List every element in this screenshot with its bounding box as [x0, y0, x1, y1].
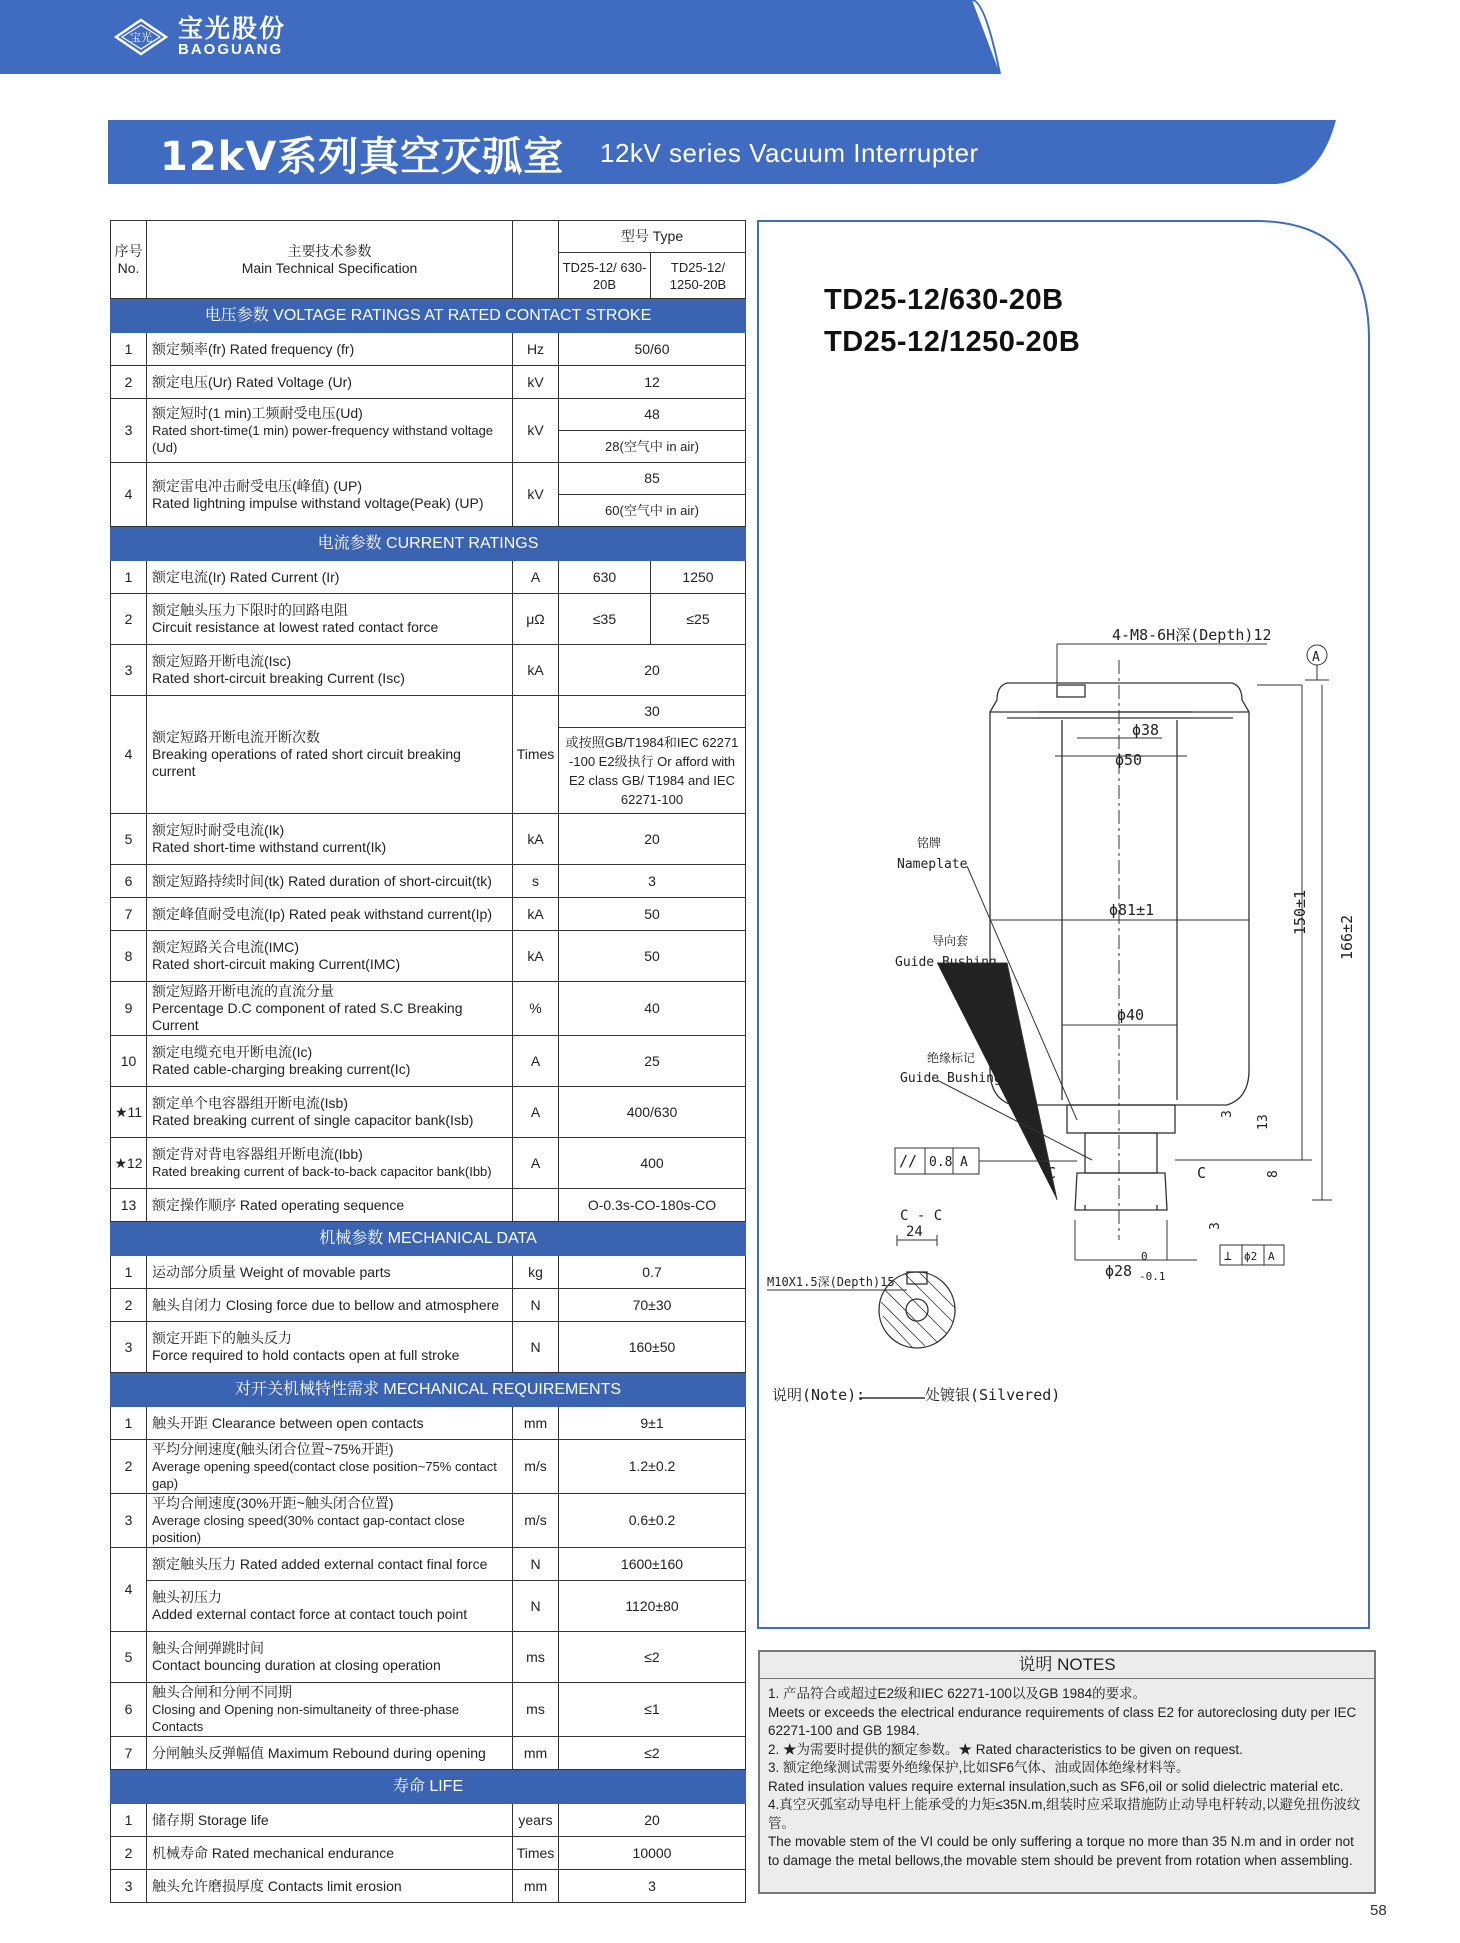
table-cell: kV [513, 399, 559, 463]
table-cell: μΩ [513, 594, 559, 645]
section-requirements: 对开关机械特性需求 MECHANICAL REQUIREMENTS [111, 1373, 746, 1407]
table-cell: 2 [111, 1440, 147, 1494]
table-row [111, 898, 746, 931]
table-cell: 额定背对背电容器组开断电流(Ibb) Rated breaking current of back-to-back capacitor bank(Ibb) [147, 1138, 513, 1189]
table-cell: 触头自闭力 Closing force due to bellow and atmosphere [147, 1289, 513, 1322]
table-cell: 30 [559, 696, 746, 728]
table-cell: 2 [111, 594, 147, 645]
table-cell: m/s [513, 1494, 559, 1548]
table-row [111, 1256, 746, 1289]
dim-h3a: 3 [1220, 1110, 1235, 1118]
table-cell: 额定触头压力 Rated added external contact final force [147, 1548, 513, 1581]
nameplate-en: Nameplate [897, 857, 968, 872]
table-cell: 2 [111, 1289, 147, 1322]
table-cell: 3 [559, 1870, 746, 1903]
guide1-en: Guide Bushing [895, 955, 997, 970]
dim-h166: 166±2 [1338, 914, 1356, 960]
table-cell [513, 1189, 559, 1222]
table-cell: 1 [111, 1804, 147, 1837]
table-row [111, 594, 746, 645]
thread-top-label: 4-M8-6H深(Depth)12 [1112, 626, 1272, 644]
table-row [111, 865, 746, 898]
table-row [111, 366, 746, 399]
table-cell: 7 [111, 898, 147, 931]
dim-d38: ϕ38 [1132, 721, 1160, 739]
table-cell: 10000 [559, 1837, 746, 1870]
table-cell: 3 [111, 1322, 147, 1373]
dim-d28-tol-bot: -0.1 [1139, 1270, 1166, 1283]
section-voltage: 电压参数 VOLTAGE RATINGS AT RATED CONTACT STROKE [111, 299, 746, 333]
table-row [111, 814, 746, 865]
table-cell: 1120±80 [559, 1581, 746, 1632]
table-cell: ≤35 [559, 594, 651, 645]
table-cell: kA [513, 645, 559, 696]
table-cell: 3 [111, 399, 147, 463]
table-cell: 运动部分质量 Weight of movable parts [147, 1256, 513, 1289]
dim-h150: 150±1 [1291, 889, 1309, 935]
table-cell: 48 [559, 399, 746, 431]
tol1-ref: A [960, 1155, 968, 1170]
table-row [111, 1138, 746, 1189]
tol1-symbol: // [899, 1152, 918, 1170]
table-cell: ≤2 [559, 1737, 746, 1770]
table-row [111, 645, 746, 696]
table-cell: 1 [111, 561, 147, 594]
table-row [111, 561, 746, 594]
table-cell: ≤1 [559, 1683, 746, 1737]
col-header-spec: 主要技术参数 Main Technical Specification [147, 221, 513, 299]
model-name-2: TD25-12/1250-20B [824, 326, 1081, 358]
dim-d28: ϕ28 [1105, 1262, 1133, 1280]
table-cell: 9±1 [559, 1407, 746, 1440]
table-cell: 10 [111, 1036, 147, 1087]
table-cell: kg [513, 1256, 559, 1289]
table-cell: ≤2 [559, 1632, 746, 1683]
tol2-symbol: ⊥ [1224, 1249, 1232, 1264]
table-cell: 28(空气中 in air) [559, 431, 746, 463]
guide1-cn: 导向套 [932, 934, 969, 948]
table-cell: 额定电流(Ir) Rated Current (Ir) [147, 561, 513, 594]
table-cell: ms [513, 1632, 559, 1683]
table-cell: 5 [111, 814, 147, 865]
table-cell: Times [513, 1837, 559, 1870]
table-row [111, 1036, 746, 1087]
section-mark-right: C [1197, 1164, 1207, 1182]
table-cell: Hz [513, 333, 559, 366]
table-cell: 2 [111, 366, 147, 399]
note-line: 1. 产品符合或超过E2级和IEC 62271-100以及GB 1984的要求。 [768, 1686, 1147, 1701]
table-cell: 额定雷电冲击耐受电压(峰值) (UP) Rated lightning impulse withstand voltage(Peak) (UP) [147, 463, 513, 527]
table-cell: 2 [111, 1837, 147, 1870]
table-row [111, 1632, 746, 1683]
table-header-row [111, 221, 746, 253]
table-cell: years [513, 1804, 559, 1837]
page-title-en: 12kV series Vacuum Interrupter [600, 138, 979, 168]
table-cell: 400/630 [559, 1087, 746, 1138]
table-cell: 额定开距下的触头反力 Force required to hold contacts open at full stroke [147, 1322, 513, 1373]
table-cell: 20 [559, 1804, 746, 1837]
table-cell: kA [513, 814, 559, 865]
table-cell: 额定峰值耐受电流(Ip) Rated peak withstand current(Ip) [147, 898, 513, 931]
section-mechanical: 机械参数 MECHANICAL DATA [111, 1222, 746, 1256]
dim-24: 24 [906, 1224, 923, 1240]
table-cell: 1600±160 [559, 1548, 746, 1581]
brand-emblem-icon [112, 17, 170, 57]
table-cell: 3 [111, 1870, 147, 1903]
col-header-type: 型号 Type [559, 221, 746, 253]
table-cell: 触头初压力 Added external contact force at contact touch point [147, 1581, 513, 1632]
table-cell: 额定操作顺序 Rated operating sequence [147, 1189, 513, 1222]
table-cell: % [513, 982, 559, 1036]
table-cell: 5 [111, 1632, 147, 1683]
drawing-note-label: 说明(Note): [772, 1386, 866, 1404]
guide2-cn: 绝缘标记 [927, 1051, 976, 1065]
table-cell: 触头合闸弹跳时间 Contact bouncing duration at closing operation [147, 1632, 513, 1683]
table-cell: 额定频率(fr) Rated frequency (fr) [147, 333, 513, 366]
dim-h13: 13 [1256, 1114, 1271, 1130]
notes-box [758, 1650, 1376, 1894]
table-cell: N [513, 1548, 559, 1581]
table-cell: 25 [559, 1036, 746, 1087]
table-cell: 50 [559, 931, 746, 982]
emblem-text: 宝光 [130, 31, 152, 44]
notes-heading: 说明 NOTES [760, 1652, 1374, 1679]
tol1-value: 0.8 [929, 1155, 953, 1170]
table-cell: 13 [111, 1189, 147, 1222]
table-row [111, 1804, 746, 1837]
guide2-en: Guide Bushing [900, 1071, 1002, 1086]
table-row [111, 1322, 746, 1373]
note-line: 3. 额定绝缘测试需要外绝缘保护,比如SF6气体、油或固体绝缘材料等。 [768, 1760, 1190, 1775]
spec-table [110, 220, 746, 1903]
table-cell: mm [513, 1870, 559, 1903]
table-cell: 额定电缆充电开断电流(Ic) Rated cable-charging breaking current(Ic) [147, 1036, 513, 1087]
table-row [111, 463, 746, 495]
table-cell: 6 [111, 1683, 147, 1737]
table-cell: 50 [559, 898, 746, 931]
nameplate-cn: 铭牌 [917, 836, 942, 850]
table-cell: mm [513, 1407, 559, 1440]
thread-bottom-label: M10X1.5深(Depth)15 [767, 1275, 895, 1289]
table-cell: 400 [559, 1138, 746, 1189]
table-cell: 额定触头压力下限时的回路电阻 Circuit resistance at lowest rated contact force [147, 594, 513, 645]
table-cell: 4 [111, 1548, 147, 1632]
table-cell: mm [513, 1737, 559, 1770]
table-cell: 20 [559, 814, 746, 865]
section-mark-left: C [1047, 1164, 1057, 1182]
table-cell: 0.7 [559, 1256, 746, 1289]
drawing-note-text: 处镀银(Silvered) [925, 1386, 1061, 1404]
table-cell: 4 [111, 463, 147, 527]
table-cell: 储存期 Storage life [147, 1804, 513, 1837]
table-row [111, 1289, 746, 1322]
tol2-ref: A [1268, 1250, 1275, 1263]
table-cell: 40 [559, 982, 746, 1036]
page-title-cn: 12kV系列真空灭弧室 [160, 134, 565, 180]
table-cell: 机械寿命 Rated mechanical endurance [147, 1837, 513, 1870]
table-cell: 1250 [651, 561, 746, 594]
tol2-value: ϕ2 [1244, 1250, 1258, 1263]
table-row [111, 1407, 746, 1440]
table-row [111, 1581, 746, 1632]
section-current: 电流参数 CURRENT RATINGS [111, 527, 746, 561]
page-number: 58 [1370, 1902, 1387, 1919]
table-cell: 9 [111, 982, 147, 1036]
table-cell: N [513, 1322, 559, 1373]
brand-name-en: BAOGUANG [178, 41, 284, 58]
table-cell: 20 [559, 645, 746, 696]
table-cell: ms [513, 1683, 559, 1737]
table-row [111, 333, 746, 366]
table-cell: O-0.3s-CO-180s-CO [559, 1189, 746, 1222]
table-cell: 或按照GB/T1984和IEC 62271 -100 E2级执行 Or afford with E2 class GB/ T1984 and IEC 62271-100 [559, 728, 746, 814]
table-cell: ≤25 [651, 594, 746, 645]
table-cell: 1 [111, 333, 147, 366]
section-label: C - C [900, 1208, 943, 1224]
table-cell: Times [513, 696, 559, 814]
table-cell: 12 [559, 366, 746, 399]
table-cell: N [513, 1289, 559, 1322]
table-cell: 额定短路开断电流开断次数 Breaking operations of rated short circuit breaking current [147, 696, 513, 814]
table-cell: 触头合闸和分闸不同期 Closing and Opening non-simultaneity of three-phase Contacts [147, 1683, 513, 1737]
table-cell: 额定短时耐受电流(Ik) Rated short-time withstand current(Ik) [147, 814, 513, 865]
table-cell: 分闸触头反弹幅值 Maximum Rebound during opening [147, 1737, 513, 1770]
table-cell: ★11 [111, 1087, 147, 1138]
table-cell: 额定单个电容器组开断电流(Isb) Rated breaking current of single capacitor bank(Isb) [147, 1087, 513, 1138]
note-line: Rated insulation values require external insulation,such as SF6,oil or solid dielectric material etc. [768, 1778, 1344, 1794]
note-line: The movable stem of the VI could be only suffering a torque no more than 35 N.m and in order not to damage the metal bellows,the movable stem should be prevent from rotation when assembling. [768, 1834, 1354, 1868]
table-cell: A [513, 1138, 559, 1189]
table-cell: 额定短路关合电流(IMC) Rated short-circuit making Current(IMC) [147, 931, 513, 982]
table-cell: kA [513, 931, 559, 982]
table-cell: 触头开距 Clearance between open contacts [147, 1407, 513, 1440]
table-row [111, 1440, 746, 1494]
table-cell: 1.2±0.2 [559, 1440, 746, 1494]
col-header-model-630: TD25-12/ 630-20B [559, 253, 651, 299]
table-cell: 60(空气中 in air) [559, 495, 746, 527]
table-row [111, 1548, 746, 1581]
col-header-no: 序号 No. [111, 221, 147, 299]
table-cell: 50/60 [559, 333, 746, 366]
table-cell: 额定短路开断电流(Isc) Rated short-circuit breaking Current (Isc) [147, 645, 513, 696]
table-row [111, 931, 746, 982]
table-cell: 额定短时(1 min)工频耐受电压(Ud) Rated short-time(1 min) power-frequency withstand voltage (Ud) [147, 399, 513, 463]
table-cell: 1 [111, 1256, 147, 1289]
col-header-model-1250: TD25-12/ 1250-20B [651, 253, 746, 299]
table-cell: 3 [111, 645, 147, 696]
table-cell: 额定电压(Ur) Rated Voltage (Ur) [147, 366, 513, 399]
table-cell: 平均分闸速度(触头闭合位置~75%开距) Average opening speed(contact close position~75% contact gap) [147, 1440, 513, 1494]
table-cell: ★12 [111, 1138, 147, 1189]
datum-label: A [1312, 650, 1320, 665]
table-cell: 0.6±0.2 [559, 1494, 746, 1548]
table-cell: s [513, 865, 559, 898]
table-cell: 1 [111, 1407, 147, 1440]
section-life: 寿命 LIFE [111, 1770, 746, 1804]
table-cell: 630 [559, 561, 651, 594]
table-cell: kV [513, 463, 559, 527]
note-line: 2. ★为需要时提供的额定参数。★ Rated characteristics to be given on request. [768, 1741, 1243, 1757]
note-line: Meets or exceeds the electrical endurance requirements of class E2 for autoreclosing duty per IEC 62271-100 and GB 1984. [768, 1704, 1357, 1738]
table-cell: 4 [111, 696, 147, 814]
table-cell: kV [513, 366, 559, 399]
dim-d40: ϕ40 [1117, 1006, 1145, 1024]
table-cell: N [513, 1581, 559, 1632]
model-name-1: TD25-12/630-20B [824, 284, 1064, 316]
table-row [111, 1189, 746, 1222]
dim-h3b: 3 [1208, 1222, 1223, 1230]
brand-logo [112, 14, 286, 60]
table-row [111, 1494, 746, 1548]
dim-d28-tol-top: 0 [1141, 1250, 1148, 1263]
table-cell: 160±50 [559, 1322, 746, 1373]
table-cell: 3 [111, 1494, 147, 1548]
table-row [111, 1737, 746, 1770]
table-cell: 平均合闸速度(30%开距~触头闭合位置) Average closing speed(30% contact gap-contact close position) [147, 1494, 513, 1548]
table-cell: A [513, 561, 559, 594]
table-cell: A [513, 1087, 559, 1138]
table-row [111, 399, 746, 431]
col-header-unit [513, 221, 559, 299]
table-cell: 6 [111, 865, 147, 898]
technical-drawing [757, 600, 1371, 1420]
brand-name-cn: 宝光股份 [178, 14, 287, 43]
table-row [111, 1087, 746, 1138]
table-cell: 70±30 [559, 1289, 746, 1322]
note-line: 4.真空灭弧室动导电杆上能承受的力矩≤35N.m,组装时应采取措施防止动导电杆转动,以避免扭伤波纹管。 [768, 1797, 1361, 1831]
table-row [111, 982, 746, 1036]
table-cell: 7 [111, 1737, 147, 1770]
table-row [111, 1870, 746, 1903]
dim-d81: ϕ81±1 [1109, 901, 1155, 919]
table-cell: 8 [111, 931, 147, 982]
table-cell: m/s [513, 1440, 559, 1494]
table-row [111, 696, 746, 728]
table-cell: 额定短路持续时间(tk) Rated duration of short-circuit(tk) [147, 865, 513, 898]
table-row [111, 1683, 746, 1737]
table-cell: kA [513, 898, 559, 931]
table-cell: 85 [559, 463, 746, 495]
table-cell: 额定短路开断电流的直流分量 Percentage D.C component of rated S.C Breaking Current [147, 982, 513, 1036]
table-cell: 触头允许磨损厚度 Contacts limit erosion [147, 1870, 513, 1903]
table-cell: A [513, 1036, 559, 1087]
dim-d50: ϕ50 [1115, 751, 1143, 769]
table-cell: 3 [559, 865, 746, 898]
dim-h8: 8 [1266, 1170, 1281, 1178]
table-row [111, 1837, 746, 1870]
